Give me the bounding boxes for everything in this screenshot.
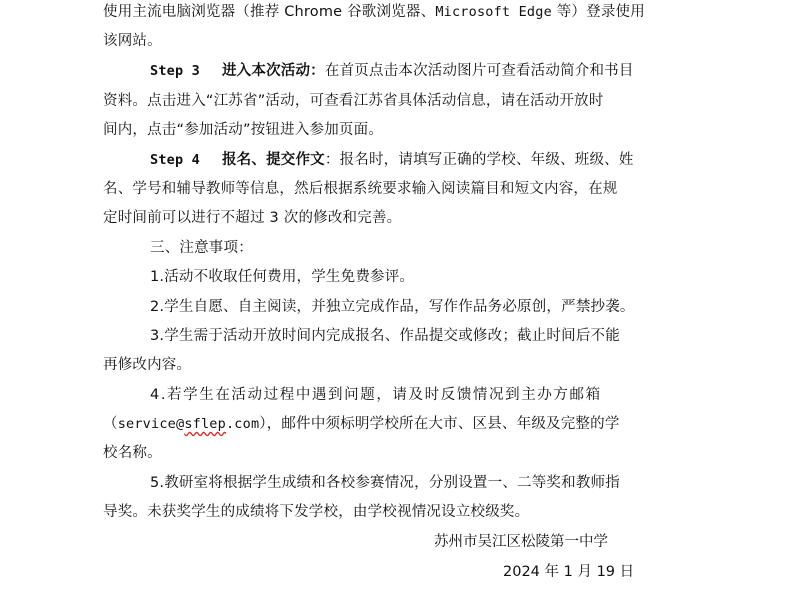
note-2: 2.学生自愿、自主阅读，并独立完成作品，写作作品务必原创，严禁抄袭。 (150, 299, 635, 315)
note-5-line-1: 5.教研室将根据学生成绩和各校参赛情况，分别设置一、二等奖和教师指 (150, 475, 620, 491)
intro-line-2: 该网站。 (103, 33, 162, 49)
note-4-email-open: （ (103, 416, 118, 432)
intro-browser-edge: Microsoft Edge (435, 4, 552, 20)
step3-line-3: 间内，点击“参加活动”按钮进入参加页面。 (103, 122, 384, 138)
intro-text-c: 等）登录使用 (551, 4, 645, 20)
email-domain: sflep (184, 416, 226, 432)
step4-text-1: ：报名时，请填写正确的学校、年级、班级、姓 (324, 152, 634, 168)
note-3-line-2: 再修改内容。 (103, 357, 192, 373)
note-4-line-1: 4.若学生在活动过程中遇到问题，请及时反馈情况到主办方邮箱 (150, 387, 602, 403)
step4-line-2: 名、学号和辅导教师等信息，然后根据系统要求输入阅读篇目和短文内容，在规 (103, 181, 618, 197)
step4-line-1 (150, 150, 634, 170)
note-4-email-close: ），邮件中须标明学校所在大市、区县、年级及完整的学 (259, 416, 620, 432)
intro-browser-chrome: Chrome (284, 4, 343, 20)
email-tld: .com (225, 416, 260, 432)
step4-line-3: 定时间前可以进行不超过 3 次的修改和完善。 (103, 210, 402, 226)
step3-number: Step 3 (150, 63, 200, 79)
note-4-line-3: 校名称。 (103, 445, 162, 461)
signature-date: 2024 年 1 月 19 日 (503, 564, 635, 580)
email-user: service@ (117, 416, 185, 432)
note-4-line-2 (103, 414, 620, 434)
note-3-line-1: 3.学生需于活动开放时间内完成报名、作品提交或修改；截止时间后不能 (150, 328, 620, 344)
step3-line-1 (150, 61, 634, 81)
note-5-line-2: 导奖。未获奖学生的成绩将下发学校，由学校视情况设立校级奖。 (103, 504, 530, 520)
step3-title: 进入本次活动： (221, 63, 325, 79)
step3-line-2: 资料。点击进入“江苏省”活动，可查看江苏省具体活动信息，请在活动开放时 (103, 93, 604, 109)
intro-text-b: 谷歌浏览器、 (342, 4, 436, 20)
note-1: 1.活动不收取任何费用，学生免费参评。 (150, 269, 415, 285)
intro-line-1 (103, 2, 645, 22)
step4-number: Step 4 (150, 152, 200, 168)
step4-title: 报名、提交作文 (221, 152, 325, 168)
section-heading: 三、注意事项： (150, 240, 253, 256)
step3-text-1: 在首页点击本次活动图片可查看活动简介和书目 (324, 63, 634, 79)
signature-organization: 苏州市吴江区松陵第一中学 (434, 534, 608, 550)
intro-text-a: 使用主流电脑浏览器（推荐 (103, 4, 285, 20)
